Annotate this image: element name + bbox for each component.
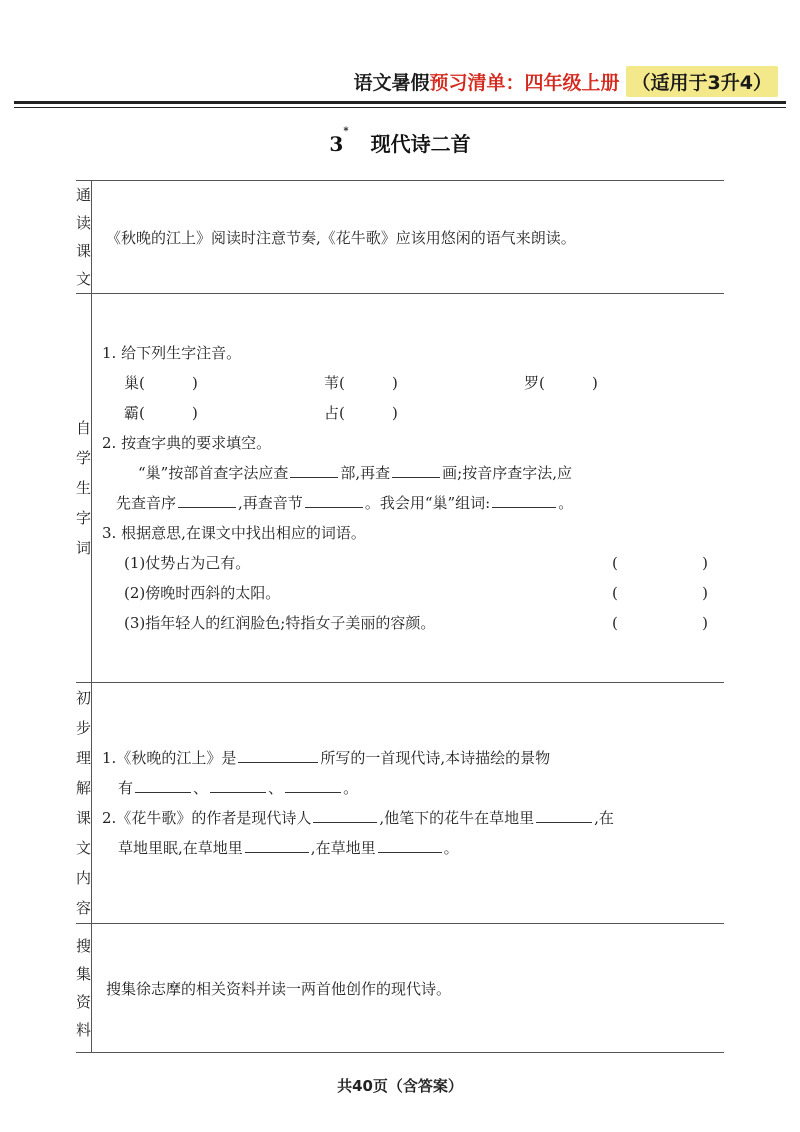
read-text: 《秋晚的江上》阅读时注意节奏,《花牛歌》应该用悠闲的语气来朗读。 [92,181,725,294]
header-tag: （适用于3升4） [626,66,778,97]
answer-blank[interactable] [290,459,338,478]
q2-title: 2. 按查字典的要求填空。 [102,434,272,452]
answer-paren[interactable]: ( ) [612,614,709,632]
q3-title: 3. 根据意思,在课文中找出相应的词语。 [102,524,366,542]
q2-line-1: “巢”按部首查字法应查 部,再查 画;按音序查字法,应 [102,458,724,488]
q1-title: 1. 给下列生字注音。 [102,344,242,362]
label-collect: 搜集 资料 [76,924,92,1053]
lesson-title [0,128,800,157]
header-rule-thick [14,101,786,104]
understand-line-1: 1.《秋晚的江上》是 所写的一首现代诗,本诗描绘的景物 [102,743,724,773]
answer-blank[interactable] [392,459,440,478]
worksheet-table [76,180,724,1053]
row-read [76,181,724,294]
answer-paren[interactable]: ( ) [612,584,709,602]
answer-blank[interactable] [285,774,341,793]
answer-blank[interactable] [313,804,377,823]
answer-blank[interactable] [245,834,309,853]
understand-line-4: 草地里眠,在草地里 ,在草地里 。 [102,833,724,863]
answer-blank[interactable] [135,774,191,793]
label-read: 通读 课文 [76,181,92,294]
lesson-number: 3* [329,126,349,156]
answer-blank[interactable] [536,804,592,823]
understand-line-3: 2.《花牛歌》的作者是现代诗人 ,他笔下的花牛在草地里 ,在 [102,803,724,833]
header-highlight: 预习清单：四年级上册 [429,71,620,94]
answer-blank[interactable] [178,489,236,508]
row-collect [76,924,724,1053]
header-title [354,64,778,98]
page-footer: 共40页（含答案） [337,1077,463,1095]
q3-item-2: (2)傍晚时西斜的太阳。 ( ) [102,578,724,608]
lesson-name: 现代诗二首 [370,132,471,156]
lesson-mark: * [343,126,349,137]
q3-item-1: (1)仗势占为己有。 ( ) [102,548,724,578]
label-understand: 初步 理解 课文 内容 [76,683,92,924]
q3-item-3: (3)指年轻人的红润脸色;特指女子美丽的容颜。 ( ) [102,608,724,638]
answer-paren[interactable]: ( ) [612,554,709,572]
header-rule-thin [14,107,786,108]
row-understand [76,683,724,924]
answer-blank[interactable] [210,774,266,793]
header-prefix: 语文暑假 [353,71,430,94]
q2-line-2: 先查音序 ,再查音节 。我会用“巢”组词: 。 [102,488,724,518]
label-self-study: 自 学 生 字 词 [76,294,92,683]
understand-line-2: 有 、 、 。 [102,773,724,803]
row-self-study [76,294,724,683]
answer-blank[interactable] [492,489,556,508]
q1-row-1: 巢( ) 苇( ) 罗( ) [124,374,598,392]
answer-blank[interactable] [378,834,442,853]
answer-blank[interactable] [238,744,318,763]
collect-text: 搜集徐志摩的相关资料并读一两首他创作的现代诗。 [92,924,725,1053]
answer-blank[interactable] [305,489,363,508]
q1-row-2: 霸( ) 占( ) [124,404,398,422]
